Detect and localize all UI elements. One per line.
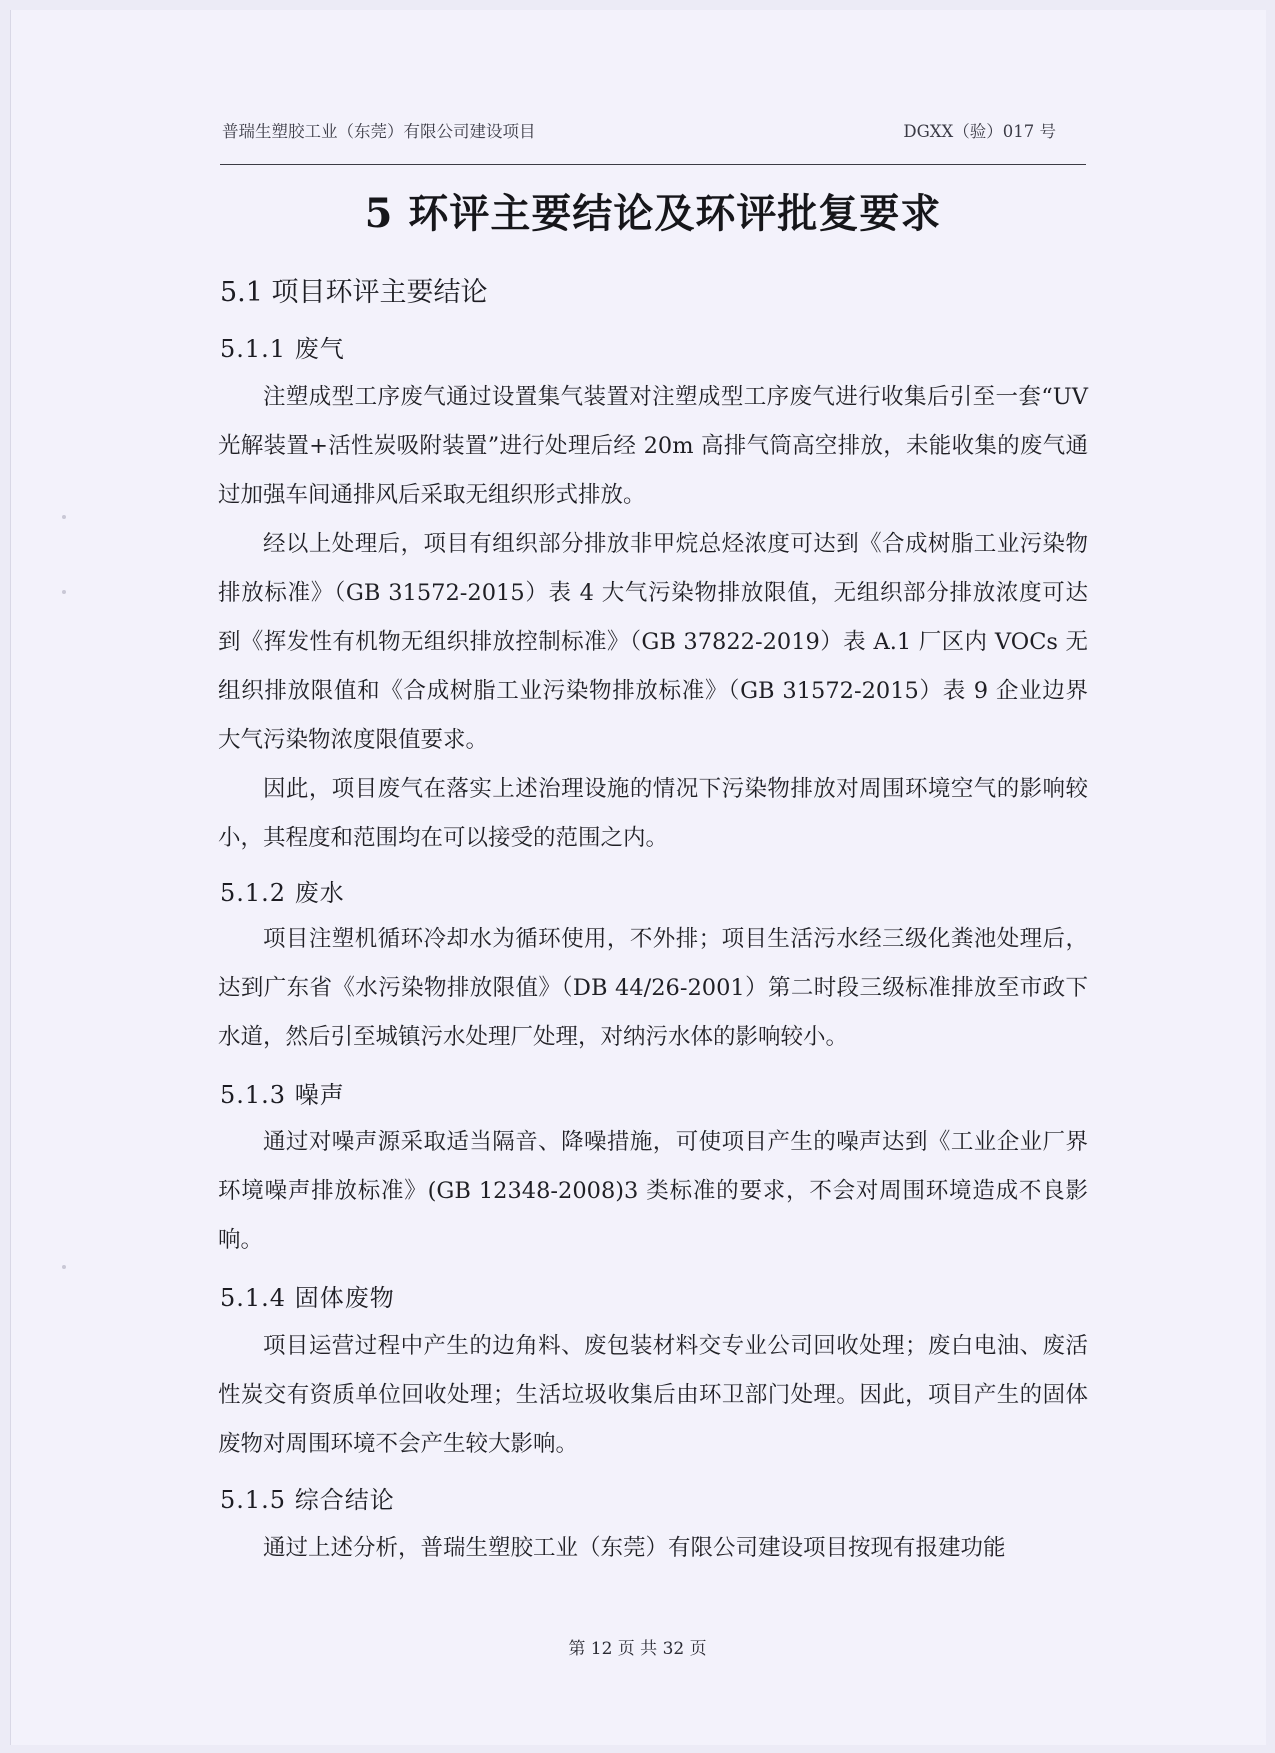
paragraph-solid-waste: 项目运营过程中产生的边角料、废包装材料交专业公司回收处理；废白电油、废活性炭交有资质单位回收处理；生活垃圾收集后由环卫部门处理。因此，项目产生的固体废物对周围环境不会产生较大影响。	[218, 1333, 1088, 1457]
section-heading-5-1-3: 5.1.3 噪声	[220, 1081, 345, 1109]
section-heading-5-1-5: 5.1.5 综合结论	[220, 1486, 395, 1514]
paragraph-waste-gas-standards: 经以上处理后，项目有组织部分排放非甲烷总烃浓度可达到《合成树脂工业污染物排放标准》（GB 31572-2015）表 4 大气污染物排放限值，无组织部分排放浓度可达到《挥发性有机物无组织排放控制标准》（GB 37822-2019）表 A.1 厂区内 VOCs 无组织排放限值和《合成树脂工业污染物排放标准》（GB 31572-2015）表 9 企业边界大气污染物浓度限值要求。	[218, 531, 1088, 753]
scan-artifact	[62, 515, 66, 519]
paragraph-waste-gas-treatment: 注塑成型工序废气通过设置集气装置对注塑成型工序废气进行收集后引至一套“UV 光解装置+活性炭吸附装置”进行处理后经 20m 高排气筒高空排放，未能收集的废气通过加强车间通排风后采取无组织形式排放。	[218, 384, 1088, 508]
page-header	[222, 118, 1086, 144]
header-divider	[220, 164, 1086, 165]
chapter-title: 5 环评主要结论及环评批复要求	[364, 190, 942, 237]
paragraph-noise: 通过对噪声源采取适当隔音、降噪措施，可使项目产生的噪声达到《工业企业厂界环境噪声排放标准》(GB 12348-2008)3 类标准的要求，不会对周围环境造成不良影响。	[218, 1129, 1088, 1253]
section-heading-5-1: 5.1 项目环评主要结论	[220, 277, 488, 308]
header-document-number: DGXX（验）017 号	[903, 122, 1056, 141]
header-project-name: 普瑞生塑胶工业（东莞）有限公司建设项目	[222, 122, 536, 141]
page-number: 第 12 页 共 32 页	[568, 1639, 707, 1659]
section-heading-5-1-1: 5.1.1 废气	[220, 335, 345, 363]
paragraph-overall-conclusion: 通过上述分析，普瑞生塑胶工业（东莞）有限公司建设项目按现有报建功能	[263, 1535, 1006, 1561]
section-heading-5-1-2: 5.1.2 废水	[220, 879, 345, 907]
paragraph-waste-gas-conclusion: 因此，项目废气在落实上述治理设施的情况下污染物排放对周围环境空气的影响较小，其程度和范围均在可以接受的范围之内。	[218, 776, 1088, 851]
paragraph-wastewater: 项目注塑机循环冷却水为循环使用，不外排；项目生活污水经三级化粪池处理后，达到广东省《水污染物排放限值》（DB 44/26-2001）第二时段三级标准排放至市政下水道，然后引至城镇污水处理厂处理，对纳污水体的影响较小。	[218, 926, 1088, 1050]
scan-artifact	[62, 590, 66, 594]
document-page	[10, 10, 1266, 1745]
scan-artifact	[62, 1265, 66, 1269]
section-heading-5-1-4: 5.1.4 固体废物	[220, 1284, 395, 1312]
